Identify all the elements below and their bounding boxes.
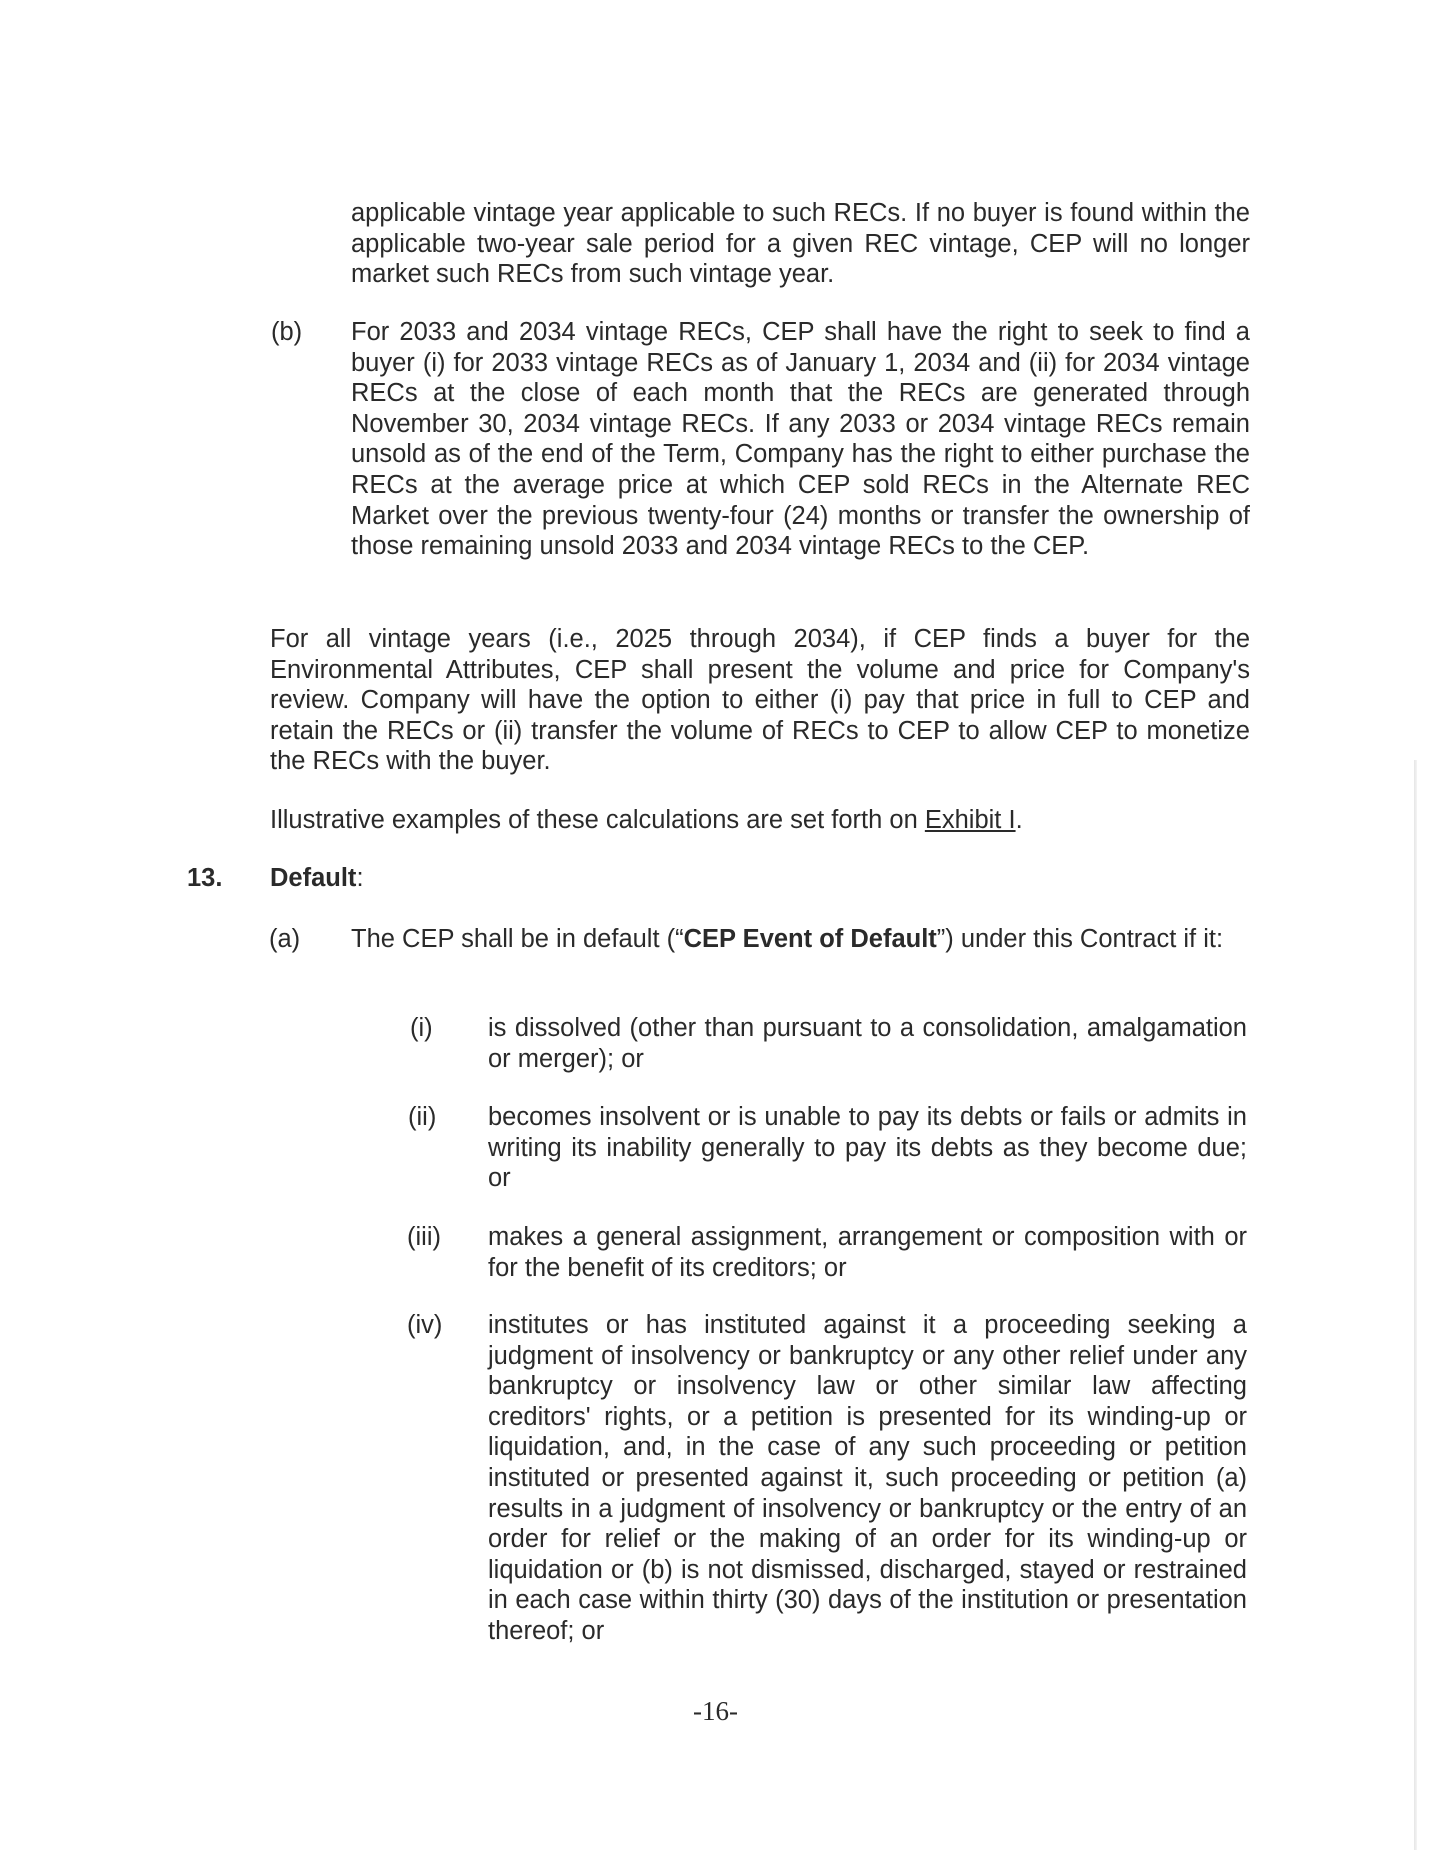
item-13a-label: (a) — [269, 925, 301, 953]
item-13a-suffix: ”) under this Contract if it: — [936, 925, 1224, 953]
illustrative-prefix: Illustrative examples of these calculations are set forth on — [270, 806, 925, 834]
subitem-label: (iii) — [407, 1223, 441, 1251]
illustrative-examples — [270, 805, 1250, 836]
scan-edge-shadow — [1414, 760, 1417, 1850]
subitem-text: becomes insolvent or is unable to pay its debts or fails or admits in writing its inability generally to pay its debts as they become due; or — [488, 1103, 1247, 1193]
subitem-text: institutes or has instituted against it a proceeding seeking a judgment of insolvency or bankruptcy or any other relief under any bankruptcy or insolvency law or other similar law affecting creditors' rights, or a petition is presented for its winding-up or liquidation, and, in the case of any such proceeding or petition instituted or presented against it, such proceeding or petition (a) results in a judgment of insolvency or bankruptcy or the entry of an order for relief or the making of an order for its winding-up or liquidation or (b) is not dismissed, discharged, stayed or restrained in each case within thirty (30) days of the institution or presentation thereof; or — [488, 1311, 1247, 1645]
item-13a-text — [351, 924, 1250, 955]
subitem-label: (i) — [410, 1014, 433, 1042]
page-number: -16- — [693, 1696, 738, 1726]
item-13a-prefix: The CEP shall be in default (“ — [351, 925, 684, 953]
section-13-heading — [270, 863, 364, 894]
para-all-vintage-years: For all vintage years (i.e., 2025 through 2034), if CEP finds a buyer for the Environmental Attributes, CEP shall present the volume and price for Company's review. Company will have the option to either (i) pay that price in full to CEP and retain the RECs or (ii) transfer the volume of RECs to CEP to allow CEP to monetize the RECs with the buyer. — [270, 625, 1250, 776]
item-b-text: For 2033 and 2034 vintage RECs, CEP shall have the right to seek to find a buyer (i) for 2033 vintage RECs as of January 1, 2034 and (ii) for 2034 vintage RECs at the close of each month that the RECs are generated through November 30, 2034 vintage RECs. If any 2033 or 2034 vintage RECs remain unsold as of the end of the Term, Company has the right to either purchase the RECs at the average price at which CEP sold RECs in the Alternate REC Market over the previous twenty-four (24) months or transfer the ownership of those remaining unsold 2033 and 2034 vintage RECs to the CEP. — [351, 318, 1250, 561]
subitem-text: is dissolved (other than pursuant to a consolidation, amalgamation or merger); or — [488, 1014, 1247, 1073]
exhibit-i-reference: Exhibit I — [924, 806, 1016, 834]
subitem-label: (ii) — [408, 1103, 437, 1131]
illustrative-suffix: . — [1015, 806, 1023, 834]
section-13-title: Default — [270, 864, 357, 892]
item-b-label: (b) — [271, 318, 303, 346]
cep-event-of-default-term: CEP Event of Default — [683, 925, 937, 953]
subitem-text: makes a general assignment, arrangement or composition with or for the benefit of its creditors; or — [488, 1223, 1247, 1282]
subitem-label: (iv) — [407, 1311, 443, 1339]
para-a-continuation: applicable vintage year applicable to such RECs. If no buyer is found within the applicable two-year sale period for a given REC vintage, CEP will no longer market such RECs from such vintage year. — [351, 199, 1250, 289]
section-13-number: 13. — [187, 864, 223, 892]
section-13-colon: : — [356, 864, 364, 892]
